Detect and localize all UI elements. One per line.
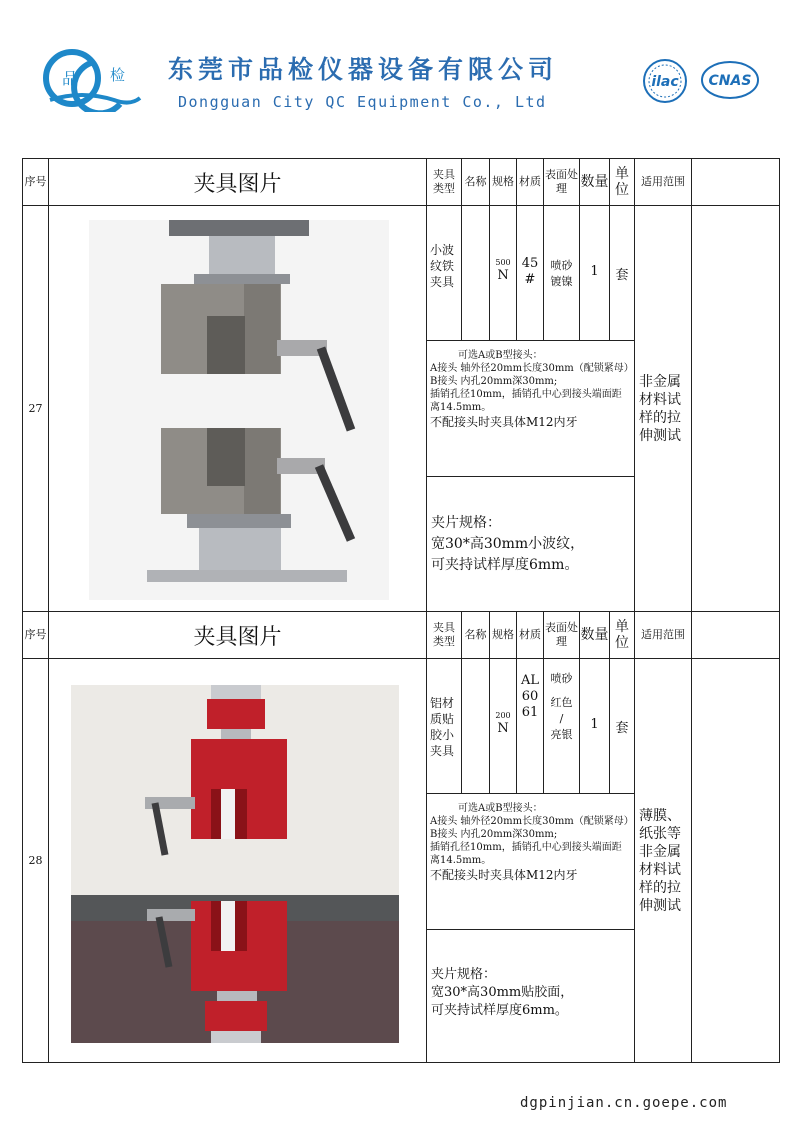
clamp-line: 宽30*高30mm贴胶面， <box>431 985 574 1000</box>
col-image-header: 夹具图片 <box>48 611 427 659</box>
row-qty: 1 <box>579 658 610 794</box>
row-joint-spec <box>426 340 635 477</box>
material-line: 45 <box>521 256 539 271</box>
company-name-cn: 东莞市品检仪器设备有限公司 <box>168 55 559 84</box>
joint-line: 不配接头时夹具体M12内牙 <box>430 868 578 882</box>
col-unit-header: 单位 <box>609 611 635 659</box>
col-type-header: 夹具类型 <box>426 158 462 206</box>
col-image-header: 夹具图片 <box>48 158 427 206</box>
joint-line: 插销孔径10mm，插销孔中心到接头端面距离14.5mm。 <box>430 842 622 866</box>
clamp-line: 可夹持试样厚度6mm。 <box>431 1003 568 1018</box>
row-qty: 1 <box>579 205 610 341</box>
row-name <box>461 205 490 341</box>
row-spec <box>489 658 517 794</box>
row-material <box>516 658 544 794</box>
material-line: 61 <box>521 705 539 720</box>
spec-unit: N <box>497 721 509 736</box>
row-unit: 套 <box>609 205 635 341</box>
col-range-header: 适用范围 <box>634 611 692 659</box>
row-material <box>516 205 544 341</box>
page-header <box>0 0 793 130</box>
col-extra-header <box>691 611 780 659</box>
row-joint-spec <box>426 793 635 930</box>
row-surface <box>543 205 580 341</box>
surface-line: 红色 <box>550 696 573 709</box>
row-unit: 套 <box>609 658 635 794</box>
col-spec-header: 规格 <box>489 158 517 206</box>
row-clamp-spec <box>426 476 635 612</box>
ilac-text: ilac <box>651 74 679 90</box>
material-line: # <box>524 272 536 287</box>
col-seq-header: 序号 <box>22 611 49 659</box>
col-range-header: 适用范围 <box>634 158 692 206</box>
row-spec <box>489 205 517 341</box>
joint-line: 不配接头时夹具体M12内牙 <box>430 415 578 429</box>
joint-line: 可选A或B型接头： <box>458 350 543 361</box>
col-spec-header: 规格 <box>489 611 517 659</box>
col-surface-header: 表面处理 <box>543 611 580 659</box>
row-image-cell <box>48 205 427 612</box>
col-type-header: 夹具类型 <box>426 611 462 659</box>
row-image-cell <box>48 658 427 1063</box>
col-unit-header: 单位 <box>609 158 635 206</box>
col-surface-header: 表面处理 <box>543 158 580 206</box>
material-line: 60 <box>521 689 539 704</box>
cnas-logo <box>700 58 760 102</box>
row-clamp-spec <box>426 929 635 1063</box>
row-name <box>461 658 490 794</box>
spec-value: 200 <box>495 711 511 720</box>
material-line: AL <box>520 673 540 688</box>
clamp-line: 可夹持试样厚度6mm。 <box>431 557 579 573</box>
fixture-table <box>22 158 780 1063</box>
spec-value: 500 <box>495 258 511 267</box>
fixture-photo <box>71 685 399 1043</box>
ilac-logo <box>638 58 692 104</box>
surface-line: 喷砂 <box>550 672 573 685</box>
col-name-header: 名称 <box>461 158 490 206</box>
cnas-text: CNAS <box>708 73 752 89</box>
col-qty-header: 数量 <box>579 611 610 659</box>
surface-line: 镀镍 <box>550 275 573 288</box>
company-name-en: Dongguan City QC Equipment Co., Ltd <box>178 93 547 111</box>
joint-line: B接头 内孔20mm深30mm; <box>430 829 558 840</box>
joint-line: A接头 轴外径20mm长度30mm（配锁紧母） <box>430 363 634 374</box>
row-seq: 28 <box>22 658 49 1063</box>
col-seq-header: 序号 <box>22 158 49 206</box>
col-extra-header <box>691 158 780 206</box>
joint-line: 插销孔径10mm，插销孔中心到接头端面距离14.5mm。 <box>430 389 622 413</box>
col-material-header: 材质 <box>516 158 544 206</box>
logo-text-2: 检 <box>110 66 126 84</box>
col-qty-header: 数量 <box>579 158 610 206</box>
fixture-photo <box>89 220 389 600</box>
clamp-line: 夹片规格： <box>431 515 501 531</box>
clamp-line: 夹片规格： <box>431 967 497 982</box>
row-seq: 27 <box>22 205 49 612</box>
joint-line: A接头 轴外径20mm长度30mm（配锁紧母） <box>430 816 634 827</box>
row-surface <box>543 658 580 794</box>
col-material-header: 材质 <box>516 611 544 659</box>
clamp-line: 宽30*高30mm小波纹， <box>431 536 585 552</box>
surface-line: 亮银 <box>550 728 573 741</box>
spec-unit: N <box>497 268 509 283</box>
footer-url: dgpinjian.cn.goepe.com <box>520 1095 728 1111</box>
row-range: 薄膜、纸张等非金属材料试样的拉伸测试 <box>634 658 692 1063</box>
row-type: 铝材质贴胶小夹具 <box>426 658 462 794</box>
row-extra <box>691 205 780 612</box>
row-extra <box>691 658 780 1063</box>
company-logo <box>42 44 142 112</box>
row-type: 小波纹铁夹具 <box>426 205 462 341</box>
col-name-header: 名称 <box>461 611 490 659</box>
row-range: 非金属材料试样的拉伸测试 <box>634 205 692 612</box>
surface-line: 喷砂 <box>550 259 573 272</box>
logo-text-1: 品 <box>62 69 79 88</box>
joint-line: B接头 内孔20mm深30mm; <box>430 376 558 387</box>
surface-line: / <box>559 712 564 725</box>
joint-line: 可选A或B型接头： <box>458 803 543 814</box>
